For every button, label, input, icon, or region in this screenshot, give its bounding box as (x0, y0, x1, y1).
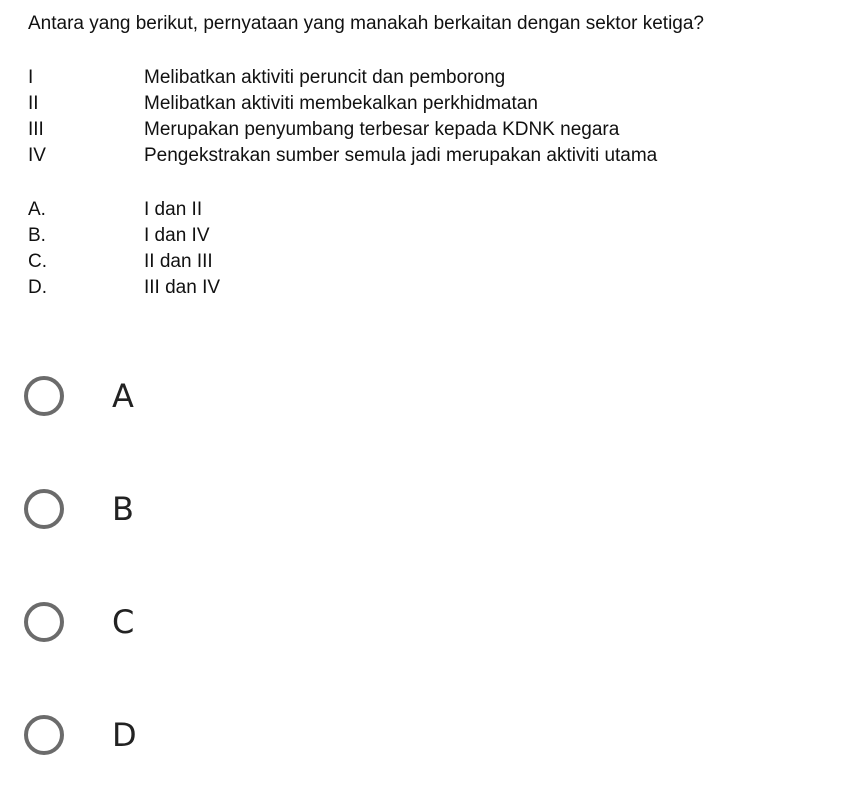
statement-text: Pengekstrakan sumber semula jadi merupakan aktiviti utama (144, 145, 658, 166)
statement-number: III (28, 119, 44, 140)
radio-button-a[interactable] (24, 376, 64, 416)
statement-text: Melibatkan aktiviti peruncit dan pemborong (144, 67, 506, 88)
choice-letter: A. (28, 199, 46, 220)
option-b[interactable] (0, 457, 856, 557)
option-label-d: D (112, 716, 137, 754)
question-image (0, 0, 856, 320)
choice-letter: B. (28, 225, 46, 246)
choice-letter: D. (28, 277, 47, 298)
choice-text: II dan III (144, 251, 213, 272)
statement-text: Melibatkan aktiviti membekalkan perkhidmatan (144, 93, 538, 114)
statement-number: II (28, 93, 39, 114)
option-c[interactable] (0, 570, 856, 670)
statement-text: Merupakan penyumbang terbesar kepada KDNK negara (144, 119, 620, 140)
option-label-b: B (112, 490, 134, 528)
choice-text: III dan IV (144, 277, 221, 298)
option-label-c: C (112, 603, 135, 641)
option-a[interactable] (0, 344, 856, 444)
choice-text: I dan IV (144, 225, 210, 246)
statement-number: IV (28, 145, 46, 166)
radio-button-b[interactable] (24, 489, 64, 529)
option-label-a: A (112, 377, 134, 415)
choice-letter: C. (28, 251, 47, 272)
radio-button-c[interactable] (24, 602, 64, 642)
choice-text: I dan II (144, 199, 203, 220)
question-text: Antara yang berikut, pernyataan yang manakah berkaitan dengan sektor ketiga? (28, 13, 705, 34)
option-d[interactable] (0, 683, 856, 783)
statement-number: I (28, 67, 34, 88)
radio-button-d[interactable] (24, 715, 64, 755)
